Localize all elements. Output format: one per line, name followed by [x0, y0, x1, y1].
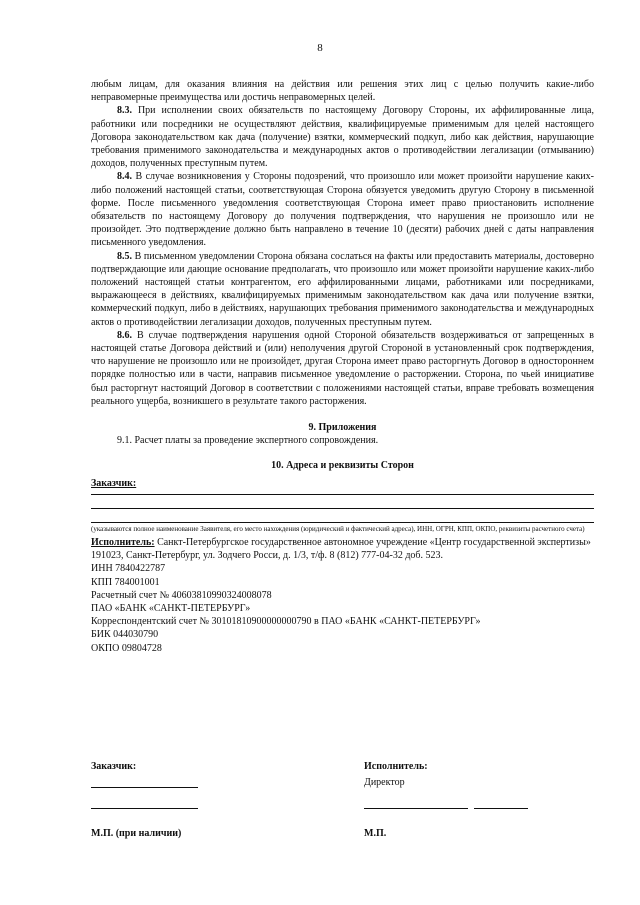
clause-text: При исполнении своих обязательств по настоящему Договору Стороны, их аффилированные лица, работники или посредники не осуществляют действия, квалифицируемые применимым для целей настоящего Договора законодательством как дача (получение) взятки, коммерческий подкуп, либо как действия, нарушающие требования применимого законодательства и международных актов о противодействии легализации (отмыванию) доходов, полученных преступным путем. [91, 105, 594, 170]
customer-label: Заказчик: [91, 477, 137, 489]
executor-corr-account: Корреспондентский счет № 30101810900000000790 в ПАО «БАНК «САНКТ-ПЕТЕРБУРГ» [91, 616, 481, 628]
stamp-customer: М.П. (при наличии) [91, 828, 182, 839]
clause-number: 8.6. [117, 329, 132, 341]
appendix-heading: 9. Приложения [308, 422, 377, 434]
addresses-heading: 10. Адреса и реквизиты Сторон [271, 460, 414, 472]
clause-text: В случае подтверждения нарушения одной Стороной обязательств воздерживаться от запрещенных в настоящей статье Договора действий и (или) неполучения другой Стороной в установленный срок подтверждения, что нарушение не произошло или не произойдет, другая Сторона имеет право расторгнуть Договор в одностороннем порядке полностью или в части, направив письменное уведомление о расторжении. Сторона, по чьей инициативе был расторгнут настоящий Договор в соответствии с положениями настоящей статьи, вправе требовать возмещения реального ущерба, возникшего в результате такого расторжения. [91, 329, 594, 407]
executor-signature-line [364, 808, 468, 809]
customer-line [91, 508, 594, 509]
executor-kpp: КПП 784001001 [91, 576, 160, 588]
clause-number: 8.3. [117, 105, 132, 117]
paragraph-8-6 [91, 329, 594, 408]
customer-line [91, 522, 594, 523]
paragraph-8-5 [91, 250, 594, 329]
paragraph-intro: любым лицам, для оказания влияния на действия или решения этих лиц с целью получить какие-либо неправомерные преимущества или достичь неправомерных целей. [91, 79, 594, 104]
clause-text: В случае возникновения у Стороны подозрений, что произошло или может произойти нарушение каких-либо положений настоящей статьи, соответствующая Сторона обязуется уведомить другую Сторону в письменной форме. После письменного уведомления соответствующая Сторона имеет право приостановить исполнение обязательств по настоящему Договору до получения подтверждения, что нарушения не произошло или не произойдет. Это подтверждение должно быть направлено в течение 10 (десяти) рабочих дней с даты направления письменного уведомления. [91, 171, 594, 249]
customer-note: (указываются полное наименование Заявителя, его место нахождения (юридический и фактический адреса), ИНН, ОГРН, КПП, ОКПО, реквизиты расчетного счета) [91, 524, 585, 533]
document-body [91, 78, 594, 655]
page-number: 8 [317, 42, 323, 54]
executor-bank: ПАО «БАНК «САНКТ-ПЕТЕРБУРГ» [91, 602, 251, 614]
executor-inn: ИНН 7840422787 [91, 563, 166, 575]
executor-block [91, 536, 594, 549]
signature-executor-label: Исполнитель: [364, 761, 428, 772]
executor-name-line [474, 808, 528, 809]
signature-customer-label: Заказчик: [91, 761, 137, 772]
executor-address: 191023, Санкт-Петербург, ул. Зодчего Росси, д. 1/3, т/ф. 8 (812) 777-04-32 доб. 523. [91, 550, 443, 562]
customer-signature-line [91, 787, 198, 788]
customer-line [91, 494, 594, 495]
clause-number: 8.5. [117, 250, 132, 262]
executor-label: Исполнитель: [91, 536, 155, 548]
executor-okpo: ОКПО 09804728 [91, 642, 162, 654]
customer-signature-line [91, 808, 198, 809]
paragraph-8-3 [91, 104, 594, 170]
signature-director: Директор [364, 777, 405, 788]
executor-bik: БИК 044030790 [91, 629, 159, 641]
executor-account: Расчетный счет № 40603810990324008078 [91, 589, 272, 601]
appendix-item: 9.1. Расчет платы за проведение экспертного сопровождения. [117, 435, 379, 447]
executor-name: Санкт-Петербургское государственное автономное учреждение «Центр государственной экспертизы» [154, 536, 591, 548]
paragraph-8-4 [91, 170, 594, 249]
stamp-executor: М.П. [364, 828, 387, 839]
clause-text: В письменном уведомлении Сторона обязана сослаться на факты или предоставить материалы, достоверно подтверждающие или дающие основание предполагать, что произошло или может произойти нарушение каких-либо положений настоящей статьи контрагентом, его аффилированными лицами, работниками или посредниками, выражающееся в действиях, квалифицируемых применимым законодательством как дача или получение взятки, коммерческий подкуп, либо в действиях, нарушающих требования применимого законодательства и международных актов о противодействии легализации доходов, полученных преступным путем. [91, 250, 594, 328]
clause-number: 8.4. [117, 171, 132, 183]
